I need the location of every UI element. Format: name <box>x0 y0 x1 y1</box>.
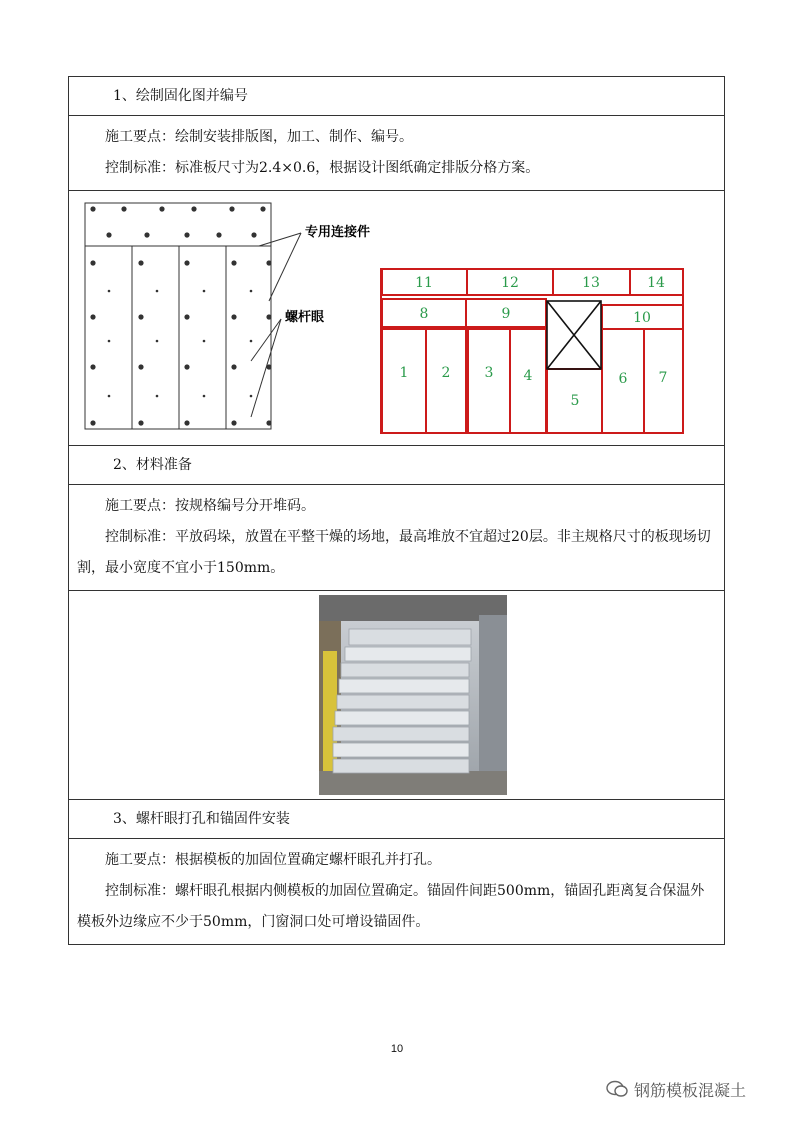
board <box>341 663 469 677</box>
bolt-dot <box>251 232 256 237</box>
control-standard: 控制标准：标准板尺寸为2.4×0.6，根据设计图纸确定排版分格方案。 <box>105 160 540 176</box>
board <box>333 743 469 757</box>
control-standard: 控制标准：平放码垛，放置在平整干燥的场地，最高堆放不宜超过20层。非主规格尺寸的板现场切割，最小宽度不宜小于150mm。 <box>77 529 711 576</box>
panel-number-7: 7 <box>658 370 668 386</box>
board-stack <box>333 629 471 773</box>
bolt-dot <box>159 206 164 211</box>
bolt-dot <box>184 364 189 369</box>
bolt-dot <box>231 420 236 425</box>
bolt-dots <box>90 206 271 425</box>
bolt-dot <box>266 260 271 265</box>
panel-3 <box>468 329 510 433</box>
anchor-dot <box>250 340 253 343</box>
panel-number-14: 14 <box>647 275 665 291</box>
section-heading: 1、绘制固化图并编号 <box>69 77 725 116</box>
construction-point: 施工要点：绘制安装排版图，加工、制作、编号。 <box>105 129 413 145</box>
bolt-dot <box>184 420 189 425</box>
connector-label: 专用连接件 <box>305 225 371 240</box>
panel-number-10: 10 <box>633 310 651 326</box>
bolt-dot <box>231 364 236 369</box>
bolt-hole-label: 螺杆眼 <box>285 310 325 325</box>
anchor-dot <box>156 290 159 293</box>
panel-outline <box>85 203 271 429</box>
bolt-dot <box>90 260 95 265</box>
section-heading: 2、材料准备 <box>69 446 725 485</box>
board <box>337 695 469 709</box>
board <box>345 647 471 661</box>
bolt-dot <box>138 364 143 369</box>
bolt-dot <box>184 260 189 265</box>
panel-number-13: 13 <box>582 275 600 291</box>
bolt-dot <box>229 206 234 211</box>
section-text <box>69 485 725 591</box>
bolt-dot <box>144 232 149 237</box>
panel-number-11: 11 <box>415 275 433 291</box>
layout-figure <box>69 191 724 445</box>
page-number: 10 <box>390 1043 404 1055</box>
bolt-dot <box>121 206 126 211</box>
anchor-dot <box>156 340 159 343</box>
leader-lines <box>251 233 301 417</box>
anchor-dot <box>156 395 159 398</box>
bolt-dot <box>216 232 221 237</box>
anchor-dot <box>108 290 111 293</box>
construction-table <box>68 76 725 945</box>
anchor-dot <box>203 340 206 343</box>
panel-number-8: 8 <box>419 306 429 322</box>
section-heading: 3、螺杆眼打孔和锚固件安装 <box>69 800 725 839</box>
watermark-text: 钢筋模板混凝土 <box>634 1080 747 1100</box>
bolt-dot <box>90 420 95 425</box>
bolt-dot <box>90 206 95 211</box>
bolt-dot <box>90 314 95 319</box>
panel-number-3: 3 <box>484 365 494 381</box>
panel-number-1: 1 <box>399 365 409 381</box>
control-standard: 控制标准：螺杆眼孔根据内侧模板的加固位置确定。锚固件间距500mm，锚固孔距离复合保温外模板外边缘应不少于50mm，门窗洞口处可增设锚固件。 <box>77 883 705 930</box>
stacked-boards-photo <box>319 595 507 795</box>
panel-1 <box>382 329 426 433</box>
bolt-dot <box>231 314 236 319</box>
bolt-dot <box>191 206 196 211</box>
board <box>333 759 469 773</box>
section-text <box>69 839 725 945</box>
panel-number-2: 2 <box>441 365 451 381</box>
wechat-icon <box>606 1080 628 1098</box>
anchor-dot <box>108 395 111 398</box>
bolt-dot <box>138 260 143 265</box>
board <box>349 629 471 645</box>
panel-number-9: 9 <box>501 306 511 322</box>
anchor-dot <box>250 290 253 293</box>
bolt-dot <box>266 314 271 319</box>
bolt-dot <box>260 206 265 211</box>
bolt-dot <box>106 232 111 237</box>
photo-cell <box>69 591 725 800</box>
board <box>339 679 469 693</box>
bolt-dot <box>138 314 143 319</box>
anchor-dot <box>203 290 206 293</box>
anchor-dot <box>108 340 111 343</box>
bolt-dot <box>138 420 143 425</box>
bolt-dot <box>184 314 189 319</box>
construction-point: 施工要点：根据模板的加固位置确定螺杆眼孔并打孔。 <box>105 852 441 868</box>
bolt-dot <box>231 260 236 265</box>
bolt-dot <box>266 420 271 425</box>
anchor-dot <box>203 395 206 398</box>
section-text <box>69 116 725 191</box>
panel-drawing <box>85 203 271 429</box>
panel-2 <box>426 329 466 433</box>
panel-number-4: 4 <box>523 368 533 384</box>
layout-figure-cell <box>69 191 725 446</box>
board <box>335 711 469 725</box>
panel-number-5: 5 <box>570 393 580 409</box>
panel-number-6: 6 <box>618 371 628 387</box>
bolt-dot <box>184 232 189 237</box>
construction-point: 施工要点：按规格编号分开堆码。 <box>105 498 315 514</box>
anchor-dot <box>250 395 253 398</box>
watermark <box>606 1077 746 1101</box>
window-opening <box>547 301 601 369</box>
panel-number-12: 12 <box>501 275 519 291</box>
panel-layout <box>381 269 683 433</box>
bolt-dot <box>90 364 95 369</box>
board <box>333 727 469 741</box>
